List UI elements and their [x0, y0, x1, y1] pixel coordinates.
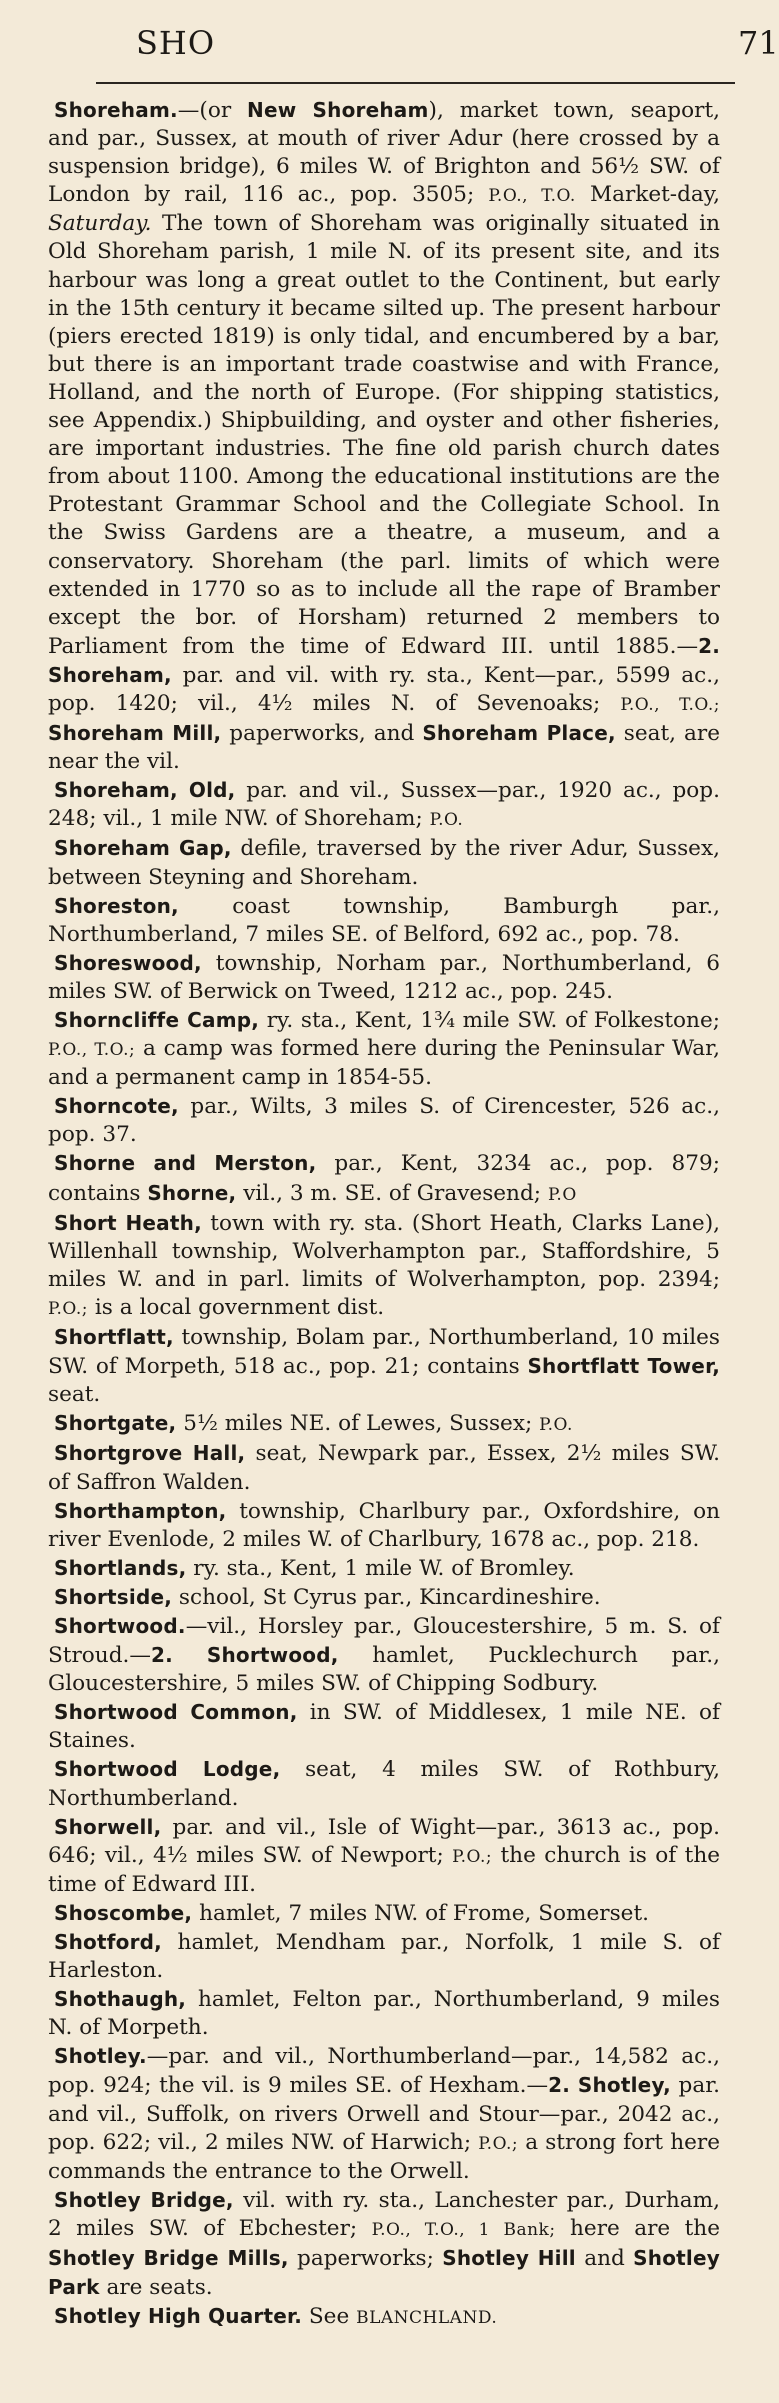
entry-text: seat, are near the vil. — [48, 721, 720, 775]
entry-text: —(or — [177, 98, 248, 123]
small-caps-text: P.O., T.O. — [488, 186, 576, 207]
small-caps-text: P.O — [547, 1184, 577, 1205]
entry-text: par. and vil., Isle of Wight—par., 3613 ac., pop. 646; vil., 4½ miles SW. of Newport; — [48, 1814, 720, 1868]
headword: Shortwood Common, — [54, 1700, 298, 1725]
entry-shortwood — [48, 1612, 720, 1698]
entry-shotley-bridge — [48, 2186, 720, 2302]
header-rule — [96, 82, 735, 84]
entry-text: here are the — [555, 2215, 720, 2241]
headword: Shotley Hill — [442, 2246, 576, 2271]
headword: 2. Shoreham, — [48, 633, 720, 687]
entry-text: and — [575, 2246, 634, 2272]
small-caps-text: P.O., T.O.; — [48, 1040, 136, 1061]
headword: Shoreham, Old, — [54, 778, 236, 803]
entry-text: hamlet, Felton par., Northumberland, 9 miles N. of Morpeth. — [48, 1987, 720, 2041]
headword: 2. Shortwood, — [150, 1643, 339, 1668]
small-caps-text: P.O.; — [48, 1298, 88, 1319]
entry-text: school, St Cyrus par., Kincardineshire. — [172, 1584, 601, 1610]
entry-text: paperworks; — [288, 2246, 443, 2272]
headword: Shortgate, — [54, 1411, 177, 1436]
headword: Shoreham Mill, — [48, 721, 222, 746]
headword: Shorthampton, — [54, 1498, 227, 1523]
entry-shortlands — [48, 1554, 720, 1583]
headword: Shotley. — [54, 2044, 147, 2069]
entry-text: coast township, Bamburgh par., Northumberland, 7 miles SE. of Belford, 692 ac., pop. 78. — [48, 893, 720, 947]
entry-shortwood-lodge — [48, 1755, 720, 1812]
entry-shoreswood — [48, 949, 720, 1006]
entry-text: town with ry. sta. (Short Heath, Clarks Lane), Willenhall township, Wolverhampton par., Staffordshire, 5 miles W. and in parl. limits of Wolverhampton, pop. 2394; — [48, 1210, 720, 1292]
entry-text: vil. with ry. sta., Lanchester par., Durham, 2 miles SW. of Ebchester; — [48, 2187, 721, 2241]
entry-text: par., Kent, 3234 ac., pop. 879; contains — [48, 1151, 720, 1206]
headword: Shoreham. — [54, 98, 178, 122]
headword: New Shoreham — [247, 98, 429, 122]
entry-text: par. and vil., Suffolk, on rivers Orwell and Stour—par., 2042 ac., pop. 622; vil., 2 miles NW. of Harwich; — [48, 2073, 721, 2155]
entry-text: hamlet, Pucklechurch par., Gloucestershire, 5 miles SW. of Chipping Sodbury. — [48, 1643, 720, 1697]
entry-text: are seats. — [99, 2275, 213, 2301]
entry-text: the church is of the time of Edward III. — [48, 1842, 721, 1897]
small-caps-text: P.O. — [429, 810, 464, 831]
headword: 2. Shotley, — [548, 2073, 671, 2098]
entry-text: —vil., Horsley par., Gloucestershire, 5 m. S. of Stroud.— — [48, 1613, 720, 1669]
entry-shoreham-gap — [48, 834, 720, 891]
small-caps-text: BLANCHLAND. — [356, 2308, 498, 2329]
headword: Shoreham Gap, — [54, 836, 232, 861]
entry-list — [48, 96, 720, 2332]
entry-shotley-high-quarter — [48, 2302, 720, 2332]
entry-text: Market-day, — [575, 182, 720, 208]
headword: Shoscombe, — [54, 1900, 193, 1925]
small-caps-text: P.O., T.O.; — [620, 694, 720, 715]
headword: Shorne and Merston, — [54, 1151, 317, 1176]
entry-text: township, Charlbury par., Oxfordshire, on river Evenlode, 2 miles W. of Charlbury, 1678 ac., pop. 218. — [48, 1498, 720, 1552]
entry-text: hamlet, 7 miles NW. of Frome, Somerset. — [192, 1900, 649, 1926]
small-caps-text: P.O.; — [478, 2133, 519, 2154]
entry-text: 5½ miles NE. of Lewes, Sussex; — [176, 1411, 540, 1437]
entry-shortside — [48, 1583, 720, 1612]
entry-text: paperworks, and — [221, 721, 423, 747]
headword: Shortwood Lodge, — [54, 1757, 281, 1782]
entry-text: See — [302, 2304, 357, 2330]
entry-text: seat, Newpark par., Essex, 2½ miles SW. of Saffron Walden. — [48, 1441, 720, 1495]
entry-shoreham-old — [48, 776, 720, 834]
entry-text: is a local government dist. — [87, 1294, 385, 1320]
headword: Shortwood. — [54, 1613, 186, 1638]
entry-shortflatt — [48, 1323, 720, 1409]
entry-shorncote — [48, 1092, 720, 1149]
page-number: 71 — [738, 24, 779, 62]
entry-text: ry. sta., Kent, 1 mile W. of Bromley. — [186, 1555, 575, 1581]
entry-text: defile, traversed by the river Adur, Sussex, between Steyning and Shoreham. — [48, 836, 720, 890]
headword: Shotley Bridge Mills, — [48, 2246, 289, 2271]
entry-shothaugh — [48, 1985, 720, 2042]
small-caps-text: P.O. — [539, 1415, 573, 1436]
entry-text: par. and vil. with ry. sta., Kent—par., 5599 ac., pop. 1420; vil., 4½ miles N. of Sevenoaks; — [48, 662, 720, 716]
headword: Shortflatt, — [54, 1325, 174, 1350]
entry-text: seat. — [48, 1382, 101, 1408]
entry-text: township, Norham par., Northumberland, 6 miles SW. of Berwick on Tweed, 1212 ac., pop. 245. — [48, 950, 720, 1004]
entry-shoreham — [48, 96, 720, 776]
entry-text: ), market town, seaport, and par., Sussex, at mouth of river Adur (here crossed by a suspension bridge), 6 miles W. of Brighton and 56½ SW. of London by rail, 116 ac., pop. 3505; — [48, 98, 720, 208]
headword: Shoreham Place, — [422, 721, 616, 746]
headword: Shotley Bridge, — [54, 2187, 234, 2212]
entry-text: a strong fort here commands the entrance to the Orwell. — [48, 2129, 720, 2184]
entry-shoscombe — [48, 1899, 720, 1928]
headword: Shortlands, — [54, 1555, 187, 1580]
headword: Shotford, — [54, 1930, 162, 1954]
entry-text: par., Wilts, 3 miles S. of Cirencester, 526 ac., pop. 37. — [48, 1094, 720, 1148]
page-header — [48, 0, 779, 96]
entry-text: in SW. of Middlesex, 1 mile NE. of Staines. — [48, 1700, 720, 1754]
entry-shorne-merston — [48, 1149, 720, 1208]
headword: Shortside, — [54, 1584, 173, 1609]
entry-text: The town of Shoreham was originally situated in Old Shoreham parish, 1 mile N. of its present site, and its harbour was long a great outlet to the Continent, but early in the 15th century it became silted up. The present harbour (piers erected 1819) is only tidal, and encumbered by a bar, but there is an important trade coastwise and with France, Holland, and the north of Europe. (For shipping statistics, see Appendix.) Shipbuilding, and oyster and other fisheries, are important industries. The fine old parish church dates from about 1100. Among the educational institutions are the Protestant Grammar School and the Collegiate School. In the Swiss Gardens are a theatre, a museum, and a conservatory. Shoreham (the parl. limits of which were extended in 1770 so as to include all the rape of Bramber except the bor. of Horsham) returned 2 members to Parliament from the time of Edward III. until 1885.— — [48, 211, 720, 659]
headword: Shotley High Quarter. — [54, 2304, 303, 2329]
entry-shortgate — [48, 1409, 720, 1439]
entry-shorthampton — [48, 1497, 720, 1554]
entry-shorwell — [48, 1813, 720, 1899]
entry-text: a camp was formed here during the Peninsular War, and a permanent camp in 1854-55. — [48, 1036, 720, 1091]
headword: Shothaugh, — [54, 1987, 187, 2012]
headword: Shorne, — [147, 1180, 237, 1205]
italic-text: Saturday. — [48, 211, 152, 237]
headword: Shorncliffe Camp, — [54, 1008, 260, 1032]
entry-text: ry. sta., Kent, 1¾ mile SW. of Folkestone; — [259, 1008, 720, 1033]
headword: Shortgrove Hall, — [54, 1441, 246, 1466]
section-heading: SHO — [136, 24, 216, 62]
entry-shorncliffe-camp — [48, 1006, 720, 1092]
entry-shoreston — [48, 892, 720, 949]
entry-text: township, Bolam par., Northumberland, 10 miles SW. of Morpeth, 518 ac., pop. 21; contains — [48, 1325, 720, 1380]
entry-shortgrove-hall — [48, 1439, 720, 1496]
entry-text: vil., 3 m. SE. of Gravesend; — [236, 1180, 548, 1206]
entry-shotford — [48, 1928, 720, 1985]
entry-text: hamlet, Mendham par., Norfolk, 1 mile S. of Harleston. — [48, 1930, 720, 1984]
headword: Short Heath, — [54, 1210, 202, 1235]
entry-text: par. and vil., Sussex—par., 1920 ac., pop. 248; vil., 1 mile NW. of Shoreham; — [48, 778, 720, 832]
entry-shortwood-common — [48, 1698, 720, 1755]
entry-text: seat, 4 miles SW. of Rothbury, Northumberland. — [48, 1757, 720, 1811]
headword: Shortflatt Tower, — [527, 1354, 720, 1379]
headword: Shoreswood, — [54, 950, 202, 975]
headword: Shorwell, — [54, 1814, 162, 1839]
headword: Shoreston, — [54, 893, 179, 918]
small-caps-text: P.O., T.O., 1 Bank; — [371, 2219, 556, 2240]
entry-shotley — [48, 2042, 720, 2185]
headword: Shotley Park — [48, 2246, 720, 2300]
entry-text: —par. and vil., Northumberland—par., 14,582 ac., pop. 924; the vil. is 9 miles SE. of Hexham.— — [48, 2044, 720, 2099]
entry-short-heath — [48, 1209, 720, 1323]
small-caps-text: P.O.; — [452, 1846, 493, 1867]
headword: Shorncote, — [54, 1094, 179, 1119]
